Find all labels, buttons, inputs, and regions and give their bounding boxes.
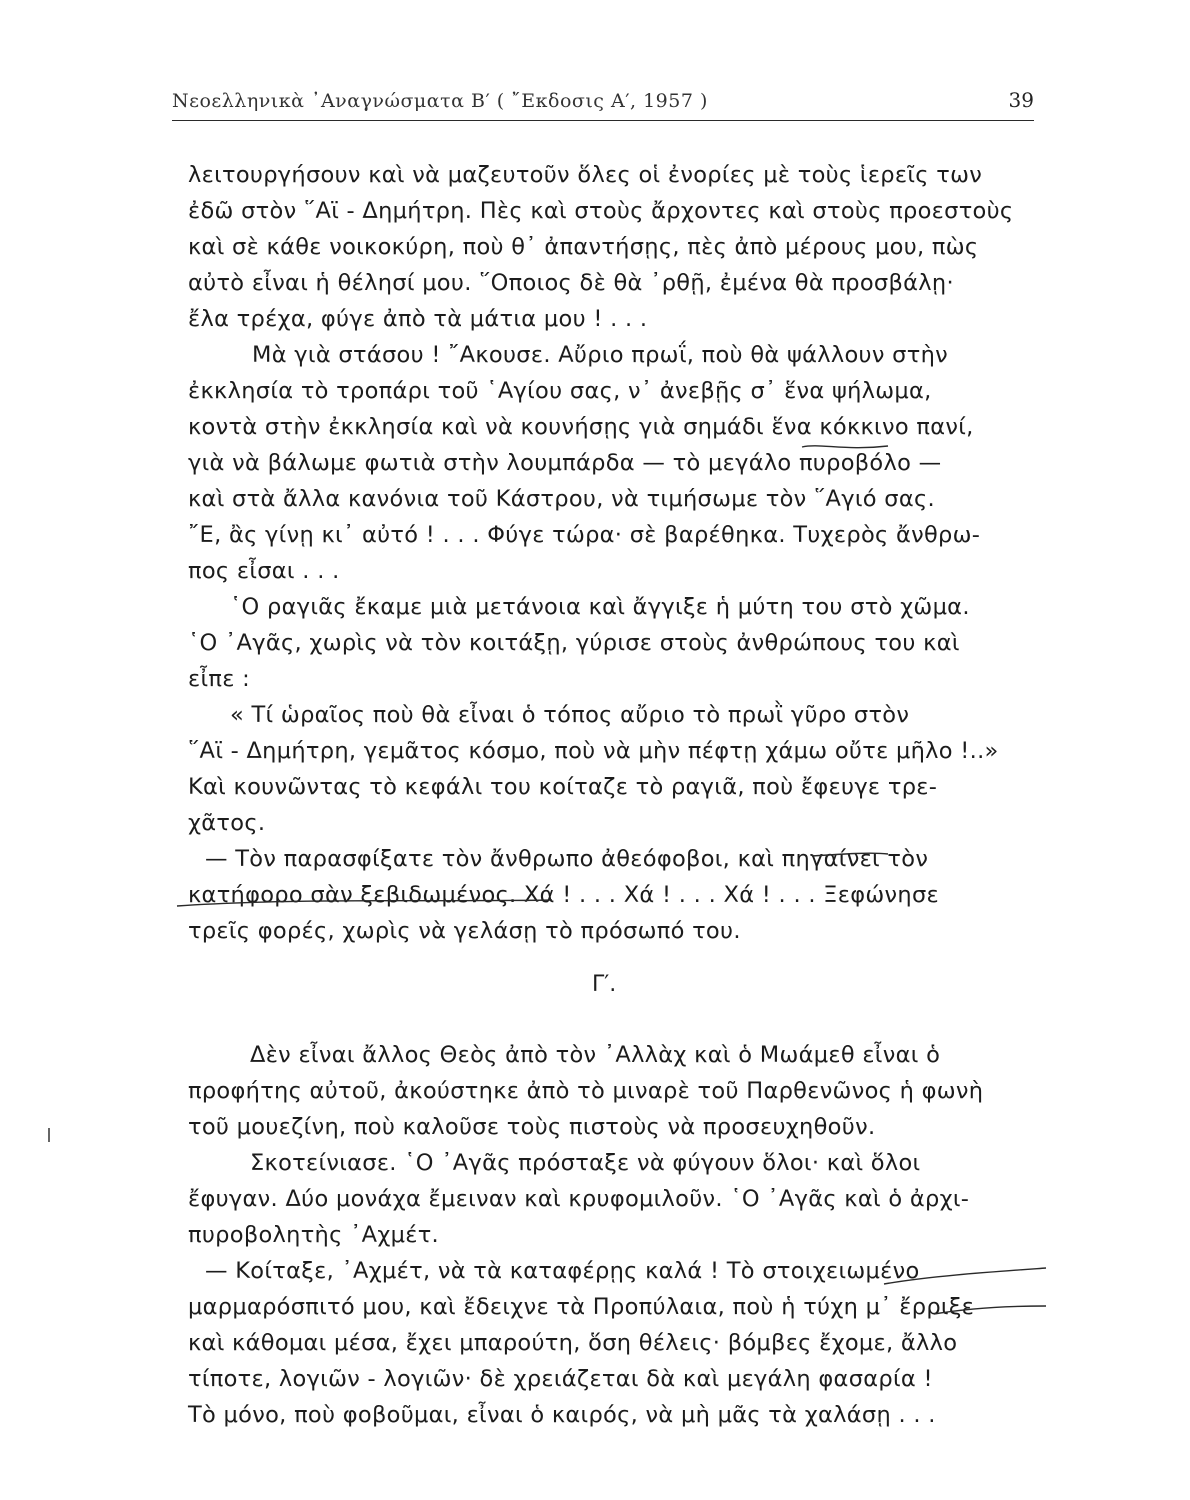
- text-line: μαρμαρόσπιτό μου, καὶ ἔδειχνε τὰ Προπύλαια, ποὺ ἡ τύχη μ᾿ ἔρριξε: [188, 1294, 975, 1320]
- text-line: ῾Ο ᾿Αγᾶς, χωρὶς νὰ τὸν κοιτάξῃ, γύρισε στοὺς ἀνθρώπους του καὶ: [188, 630, 960, 656]
- running-header: [172, 86, 1034, 121]
- text-line: προφήτης αὐτοῦ, ἀκούστηκε ἀπὸ τὸ μιναρὲ τοῦ Παρθενῶνος ἡ φωνὴ: [188, 1078, 984, 1104]
- pencil-underline: [172, 846, 892, 916]
- text-line: πος εἶσαι . . .: [188, 558, 340, 584]
- text-line: ῎Ε, ἂς γίνῃ κι᾿ αὐτό ! . . . Φύγε τώρα· σὲ βαρέθηκα. Τυχερὸς ἄνθρω-: [188, 522, 981, 548]
- text-line: Σκοτείνιασε. ῾Ο ᾿Αγᾶς πρόσταξε νὰ φύγουν ὅλοι· καὶ ὅλοι: [250, 1150, 921, 1176]
- text-line: τρεῖς φορές, χωρὶς νὰ γελάσῃ τὸ πρόσωπό του.: [188, 918, 741, 944]
- text-line: Δὲν εἶναι ἄλλος Θεὸς ἀπὸ τὸν ᾿Αλλὰχ καὶ ὁ Μωάμεθ εἶναι ὁ: [250, 1042, 941, 1068]
- text-line: γιὰ νὰ βάλωμε φωτιὰ στὴν λουμπάρδα — τὸ μεγάλο πυροβόλο —: [188, 450, 942, 476]
- text-line: — Τὸν παρασφίξατε τὸν ἄνθρωπο ἀθεόφοβοι, καὶ πηγαίνει τὸν: [205, 846, 929, 872]
- text-line: χᾶτος.: [188, 810, 266, 836]
- pencil-underline: [880, 1264, 1050, 1294]
- page-number: 39: [1008, 88, 1034, 112]
- text-line: ἐκκλησία τὸ τροπάρι τοῦ ῾Αγίου σας, ν᾿ ἀνεβῇς σ᾿ ἕνα ψήλωμα,: [188, 378, 932, 404]
- text-line: καὶ σὲ κάθε νοικοκύρη, ποὺ θ᾿ ἀπαντήσῃς, πὲς ἀπὸ μέρους μου, πὼς: [188, 234, 979, 260]
- text-line: καὶ κάθομαι μέσα, ἔχει μπαρούτη, ὅση θέλεις· βόμβες ἔχομε, ἄλλο: [188, 1330, 958, 1356]
- text-line: κοντὰ στὴν ἐκκλησία καὶ νὰ κουνήσῃς γιὰ σημάδι ἕνα κόκκινο πανί,: [188, 414, 974, 440]
- text-line: τοῦ μουεζίνη, ποὺ καλοῦσε τοὺς πιστοὺς νὰ προσευχηθοῦν.: [188, 1114, 876, 1140]
- text-line: ῞Αϊ - Δημήτρη, γεμᾶτος κόσμο, ποὺ νὰ μὴν πέφτῃ χάμω οὔτε μῆλο !..»: [188, 738, 999, 764]
- text-line: Καὶ κουνῶντας τὸ κεφάλι του κοίταζε τὸ ραγιᾶ, ποὺ ἔφευγε τρε-: [188, 774, 938, 800]
- text-line: ῾Ο ραγιᾶς ἔκαμε μιὰ μετάνοια καὶ ἄγγιξε ἡ μύτη του στὸ χῶμα.: [230, 594, 970, 620]
- text-line: αὐτὸ εἶναι ἡ θέλησί μου. ῞Οποιος δὲ θὰ ᾿ρθῇ, ἐμένα θὰ προσβάλῃ·: [188, 270, 954, 296]
- text-line: εἶπε :: [188, 666, 251, 692]
- section-heading: Γ′.: [592, 972, 617, 997]
- pencil-underline: [930, 1300, 1050, 1320]
- text-line: Μὰ γιὰ στάσου ! ῎Ακουσε. Αὔριο πρωΐ, ποὺ θὰ ψάλλουν στὴν: [252, 342, 949, 368]
- text-line: καὶ στὰ ἄλλα κανόνια τοῦ Κάστρου, νὰ τιμήσωμε τὸν ῞Αγιό σας.: [188, 486, 935, 512]
- text-line: ἔφυγαν. Δύο μονάχα ἔμειναν καὶ κρυφομιλοῦν. ῾Ο ᾿Αγᾶς καὶ ὁ ἀρχι-: [188, 1186, 970, 1212]
- margin-mark: [48, 1128, 50, 1142]
- text-line: « Τί ὡραῖος ποὺ θὰ εἶναι ὁ τόπος αὔριο τὸ πρωῒ γῦρο στὸν: [230, 702, 910, 728]
- text-line: Τὸ μόνο, ποὺ φοβοῦμαι, εἶναι ὁ καιρός, νὰ μὴ μᾶς τὰ χαλάσῃ . . .: [188, 1402, 936, 1428]
- text-line: τίποτε, λογιῶν - λογιῶν· δὲ χρειάζεται δὰ καὶ μεγάλη φασαρία !: [188, 1366, 933, 1392]
- text-line: ἐδῶ στὸν ῞Αϊ - Δημήτρη. Πὲς καὶ στοὺς ἄρχοντες καὶ στοὺς προεστοὺς: [188, 198, 1014, 224]
- header-title: Νεοελληνικὰ ᾿Αναγνώσματα Β′ ( ῎Εκδοσις Α′, 1957 ): [172, 90, 708, 112]
- pencil-underline: [800, 441, 890, 453]
- text-line: κατήφορο σὰν ξεβιδωμένος. Χά ! . . . Χά ! . . . Χά ! . . . Ξεφώνησε: [188, 882, 939, 908]
- text-line: λειτουργήσουν καὶ νὰ μαζευτοῦν ὅλες οἱ ἐνορίες μὲ τοὺς ἱερεῖς των: [188, 162, 983, 188]
- text-line: — Κοίταξε, ᾿Αχμέτ, νὰ τὰ καταφέρῃς καλά ! Τὸ στοιχειωμένο: [205, 1258, 920, 1284]
- text-line: πυροβολητὴς ᾿Αχμέτ.: [188, 1222, 439, 1248]
- text-line: ἔλα τρέχα, φύγε ἀπὸ τὰ μάτια μου ! . . .: [188, 306, 648, 332]
